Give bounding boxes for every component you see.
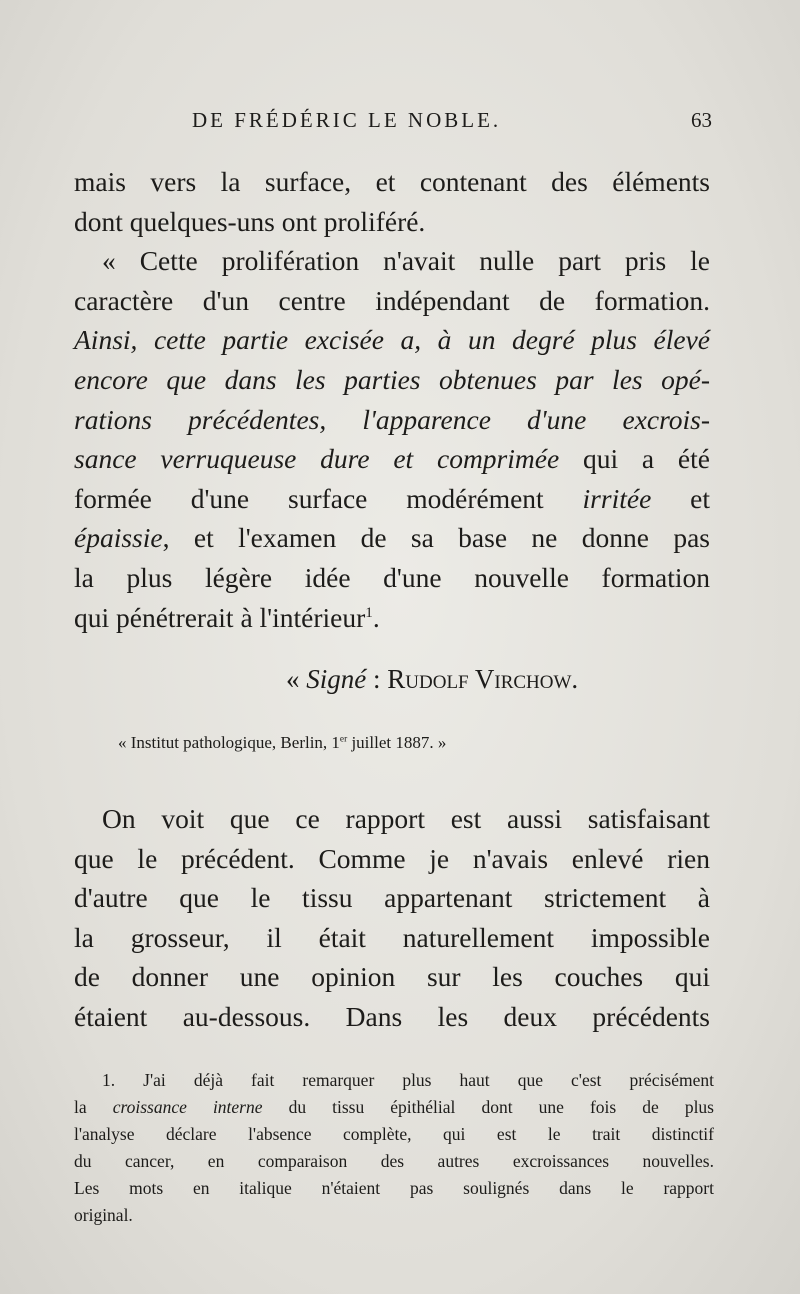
roman-text: formée d'une surface modérément	[74, 482, 583, 514]
roman-text: .	[372, 601, 380, 633]
italic-line	[74, 400, 710, 440]
text-line: dont quelques-uns ont proliféré.	[74, 205, 426, 237]
footnote-marker: 1	[365, 604, 373, 621]
institute-line	[118, 733, 446, 753]
text-line	[74, 439, 710, 479]
footnote-line: 1. J'ai déjà fait remarquer plus haut que c'est précisément	[102, 1070, 714, 1090]
quote-mark: «	[286, 664, 307, 694]
page-number: 63	[691, 108, 712, 132]
footnote-line	[74, 1094, 714, 1121]
text-line: On voit que ce rapport est aussi satisfaisant	[102, 803, 710, 834]
italic-text: encore que dans les parties obtenues par les opé-	[74, 363, 710, 395]
footnote-line: original.	[74, 1205, 133, 1225]
colon: :	[366, 664, 388, 694]
running-title: DE FRÉDÉRIC LE NOBLE.	[192, 108, 502, 132]
roman-text: qui a été	[559, 443, 710, 475]
signature-line	[286, 664, 706, 695]
roman-text: du tissu épithélial dont une fois de plus	[262, 1097, 714, 1117]
italic-text: épaissie	[74, 522, 163, 554]
text-line	[74, 479, 710, 519]
text-line: mais vers la surface, et contenant des éléments	[74, 166, 710, 197]
roman-text: qui pénétrerait à l'intérieur	[74, 601, 366, 633]
roman-text: , et l'examen de sa base ne donne pas	[162, 522, 710, 554]
text-line: la plus légère idée d'une nouvelle formation	[74, 561, 710, 593]
italic-text: Ainsi, cette partie excisée a, à un degré plus élevé	[74, 324, 710, 356]
italic-text: rations précédentes, l'apparence d'une excrois-	[74, 403, 710, 435]
italic-text: croissance interne	[112, 1097, 263, 1117]
ordinal-suffix: er	[339, 734, 348, 745]
main-text-continued	[74, 799, 710, 1037]
text-line: étaient au-dessous. Dans les deux précédents	[74, 1000, 710, 1032]
signatory-name: Rudolf Virchow.	[387, 664, 579, 694]
text-line: que le précédent. Comme je n'avais enlevé rien	[74, 842, 710, 874]
text-line: la grosseur, il était naturellement impossible	[74, 921, 710, 953]
footnote	[74, 1067, 714, 1229]
footnote-line: l'analyse déclare l'absence complète, qui est le trait distinctif	[74, 1124, 714, 1144]
roman-text: la	[74, 1097, 113, 1117]
text-line: « Cette prolifération n'avait nulle part pris le	[102, 245, 710, 277]
main-text	[74, 162, 710, 637]
footnote-line: du cancer, en comparaison des autres excroissances nouvelles.	[74, 1151, 714, 1171]
italic-line	[74, 320, 710, 360]
institute-text: « Institut pathologique, Berlin, 1	[118, 733, 340, 752]
footnote-line: Les mots en italique n'étaient pas soulignés dans le rapport	[74, 1178, 714, 1198]
italic-text: irritée	[582, 482, 652, 514]
institute-date: juillet 1887. »	[347, 733, 447, 752]
italic-line	[74, 360, 710, 400]
text-line	[74, 598, 710, 638]
text-line	[74, 518, 710, 558]
text-line: de donner une opinion sur les couches qui	[74, 961, 710, 993]
italic-text: sance verruqueuse dure et comprimée	[74, 443, 560, 475]
roman-text: et	[651, 482, 710, 514]
text-line: caractère d'un centre indépendant de formation.	[74, 284, 710, 316]
signed-word: Signé	[306, 664, 367, 694]
text-line: d'autre que le tissu appartenant strictement à	[74, 882, 710, 914]
